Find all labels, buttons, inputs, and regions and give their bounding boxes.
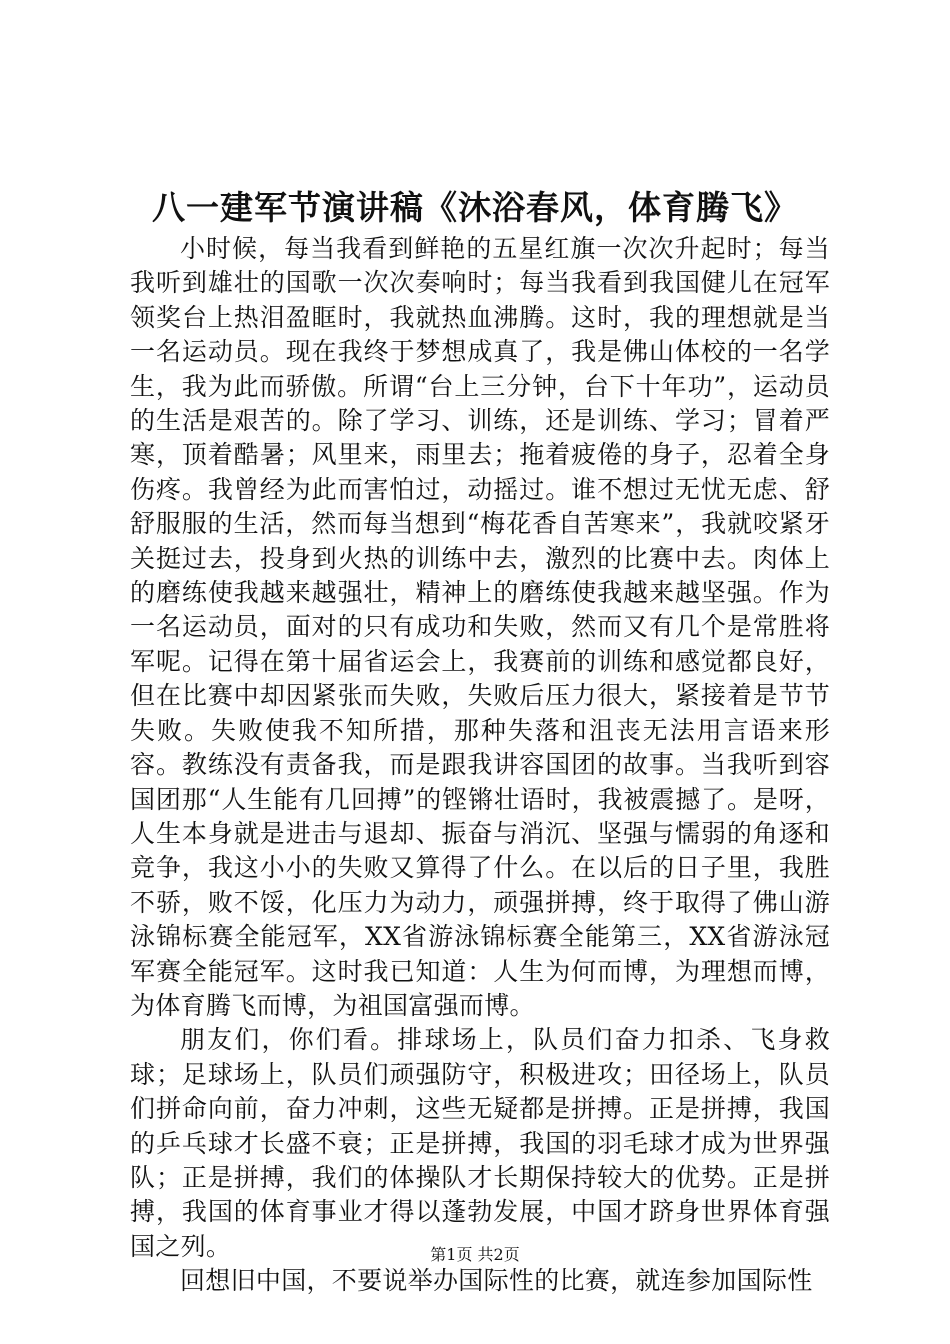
paragraph-1: 小时候，每当我看到鲜艳的五星红旗一次次升起时；每当我听到雄壮的国歌一次次奏响时；每当我看到我国健儿在冠军领奖台上热泪盈眶时，我就热血沸腾。这时，我的理想就是当一名运动员。现在我终于梦想成真了，我是佛山体校的一名学生，我为此而骄傲。所谓“台上三分钟，台下十年功”，运动员的生活是艰苦的。除了学习、训练，还是训练、学习；冒着严寒，顶着酷暑；风里来，雨里去；拖着疲倦的身子，忍着全身伤疼。我曾经为此而害怕过，动摇过。谁不想过无忧无虑、舒舒服服的生活，然而每当想到“梅花香自苦寒来”，我就咬紧牙关挺过去，投身到火热的训练中去，激烈的比赛中去。肉体上的磨练使我越来越强壮，精神上的磨练使我越来越坚强。作为一名运动员，面对的只有成功和失败，然而又有几个是常胜将军呢。记得在第十届省运会上，我赛前的训练和感觉都良好，但在比赛中却因紧张而失败，失败后压力很大，紧接着是节节失败。失败使我不知所措，那种失落和沮丧无法用言语来形容。教练没有责备我，而是跟我讲容国团的故事。当我听到容国团那“人生能有几回搏”的铿锵壮语时，我被震撼了。是呀，人生本身就是进击与退却、振奋与消沉、坚强与懦弱的角逐和竞争，我这小小的失败又算得了什么。在以后的日子里，我胜不骄，败不馁，化压力为动力，顽强拼搏，终于取得了佛山游泳锦标赛全能冠军，XX省游泳锦标赛全能第三，XX省游泳冠军赛全能冠军。这时我已知道：人生为何而博，为理想而博，为体育腾飞而博，为祖国富强而博。: [130, 234, 830, 1020]
document-title: 八一建军节演讲稿《沐浴春风，体育腾飞》: [152, 188, 798, 227]
paragraph-3: 回想旧中国，不要说举办国际性的比赛，就连参加国际性: [180, 1266, 813, 1296]
document-body: [130, 232, 830, 1299]
page-footer: 第1页 共2页: [430, 1245, 520, 1264]
paragraph-2: 朋友们，你们看。排球场上，队员们奋力扣杀、飞身救球；足球场上，队员们顽强防守，积极进攻；田径场上，队员们拼命向前，奋力冲刺，这些无疑都是拼搏。正是拼搏，我国的乒乓球才长盛不衰；正是拼搏，我国的羽毛球才成为世界强队；正是拼搏，我们的体操队才长期保持较大的优势。正是拼搏，我国的体育事业才得以蓬勃发展，中国才跻身世界体育强国之列。: [130, 1025, 830, 1261]
